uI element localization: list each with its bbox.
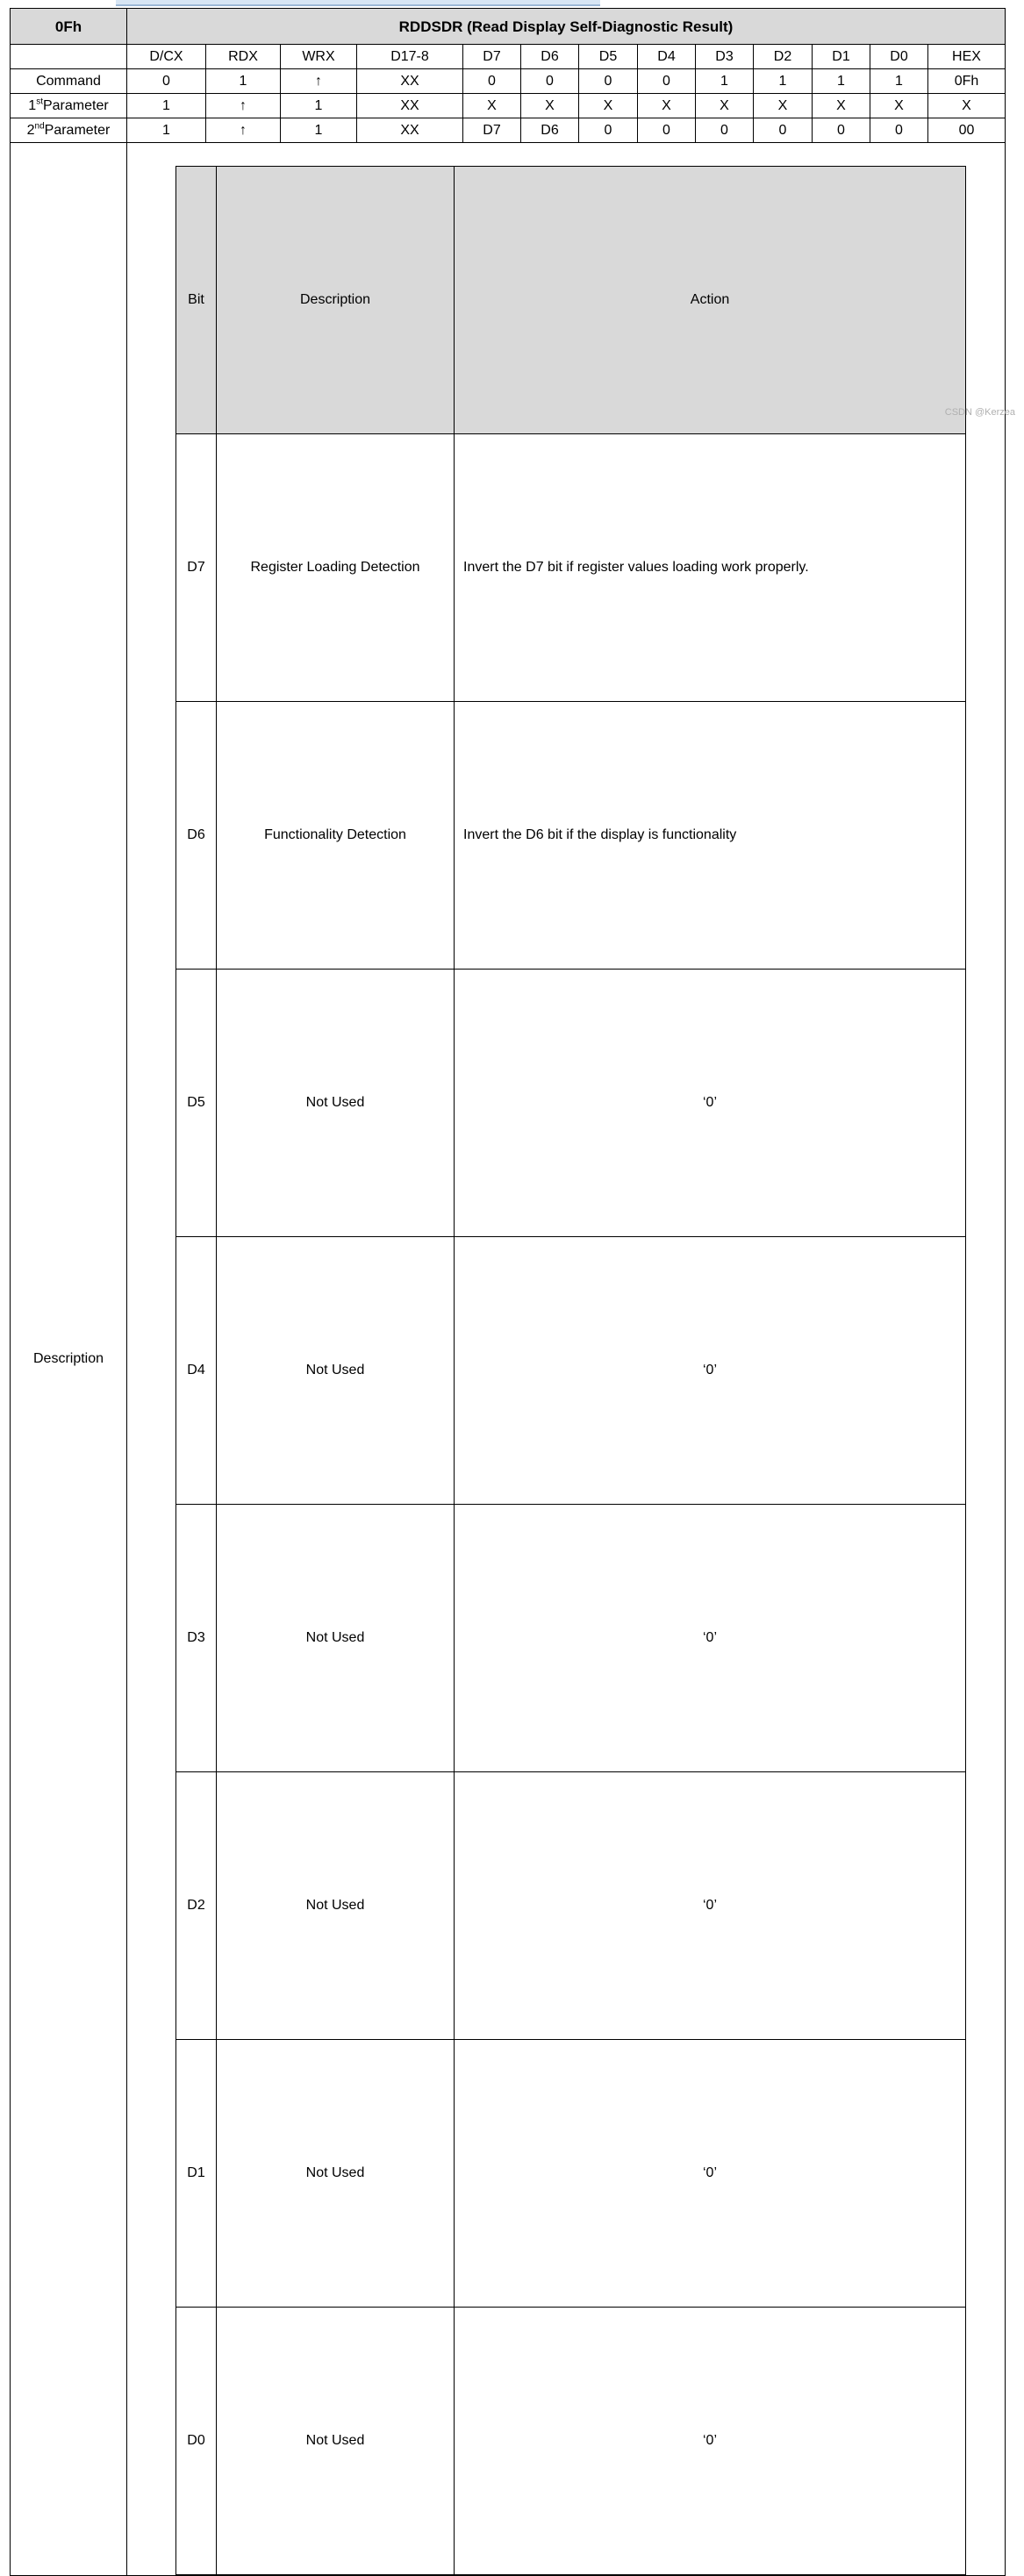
bit-row-d5 bbox=[176, 970, 966, 1237]
table-cell: ↑ bbox=[206, 94, 281, 118]
table-cell: X bbox=[928, 94, 1006, 118]
table-cell: 0 bbox=[127, 69, 206, 94]
bit-name: D0 bbox=[176, 2308, 217, 2575]
column-header: D0 bbox=[870, 45, 928, 69]
bit-description: Register Loading Detection bbox=[217, 434, 455, 702]
table-cell: X bbox=[579, 94, 638, 118]
bit-action: ‘0’ bbox=[455, 970, 966, 1237]
description-column-header: Description bbox=[217, 167, 455, 434]
column-header: D4 bbox=[638, 45, 696, 69]
bit-description-table bbox=[175, 166, 966, 2575]
column-header: WRX bbox=[281, 45, 357, 69]
bit-action: ‘0’ bbox=[455, 1772, 966, 2040]
bit-row-d2 bbox=[176, 1772, 966, 2040]
description-label: Description bbox=[11, 143, 127, 2576]
table-cell: 1 bbox=[754, 69, 813, 94]
table-cell: 0 bbox=[638, 69, 696, 94]
table-row-parameter-2 bbox=[11, 118, 1006, 143]
table-cell: 1 bbox=[206, 69, 281, 94]
table-cell: 0Fh bbox=[928, 69, 1006, 94]
row-label: 2ndParameter bbox=[11, 118, 127, 143]
bit-column-header: Bit bbox=[176, 167, 217, 434]
bit-name: D1 bbox=[176, 2040, 217, 2308]
bit-description: Not Used bbox=[217, 2040, 455, 2308]
table-cell: 1 bbox=[870, 69, 928, 94]
table-cell: XX bbox=[357, 69, 463, 94]
column-header: D5 bbox=[579, 45, 638, 69]
table-cell: ↑ bbox=[281, 69, 357, 94]
table-cell: 1 bbox=[696, 69, 754, 94]
table-cell: X bbox=[638, 94, 696, 118]
row-label: 1stParameter bbox=[11, 94, 127, 118]
bit-description: Functionality Detection bbox=[217, 702, 455, 970]
column-header: D17-8 bbox=[357, 45, 463, 69]
command-code: 0Fh bbox=[11, 9, 127, 45]
column-header: D7 bbox=[463, 45, 521, 69]
bit-description: Not Used bbox=[217, 1772, 455, 2040]
table-cell: X bbox=[813, 94, 870, 118]
column-header: D/CX bbox=[127, 45, 206, 69]
column-header: HEX bbox=[928, 45, 1006, 69]
bit-action: ‘0’ bbox=[455, 1505, 966, 1772]
table-cell: 0 bbox=[813, 118, 870, 143]
bit-action: ‘0’ bbox=[455, 2040, 966, 2308]
table-row-command bbox=[11, 69, 1006, 94]
bit-row-d1 bbox=[176, 2040, 966, 2308]
table-cell: X bbox=[696, 94, 754, 118]
table-cell: 0 bbox=[463, 69, 521, 94]
column-header: D1 bbox=[813, 45, 870, 69]
table-cell: 1 bbox=[127, 118, 206, 143]
table-cell: 0 bbox=[579, 69, 638, 94]
bit-name: D5 bbox=[176, 970, 217, 1237]
bit-name: D7 bbox=[176, 434, 217, 702]
table-cell: 0 bbox=[521, 69, 579, 94]
table-cell: 0 bbox=[696, 118, 754, 143]
bit-row-d7 bbox=[176, 434, 966, 702]
bit-action: Invert the D6 bit if the display is functionality bbox=[455, 702, 966, 970]
bit-action: ‘0’ bbox=[455, 2308, 966, 2575]
table-cell: 0 bbox=[754, 118, 813, 143]
bit-action: Invert the D7 bit if register values loading work properly. bbox=[455, 434, 966, 702]
section-heading-underline bbox=[116, 0, 600, 6]
bit-name: D4 bbox=[176, 1237, 217, 1505]
table-cell: X bbox=[870, 94, 928, 118]
bit-description: Not Used bbox=[217, 1505, 455, 1772]
command-table bbox=[10, 8, 1006, 2576]
table-cell: XX bbox=[357, 94, 463, 118]
bit-name: D2 bbox=[176, 1772, 217, 2040]
column-header: D3 bbox=[696, 45, 754, 69]
description-row bbox=[11, 143, 1006, 2576]
row-label: Command bbox=[11, 69, 127, 94]
table-cell: 1 bbox=[281, 94, 357, 118]
bit-description: Not Used bbox=[217, 970, 455, 1237]
column-header: D2 bbox=[754, 45, 813, 69]
table-cell: X bbox=[463, 94, 521, 118]
bit-row-d3 bbox=[176, 1505, 966, 1772]
table-cell: XX bbox=[357, 118, 463, 143]
column-header-row bbox=[11, 45, 1006, 69]
table-cell: 1 bbox=[127, 94, 206, 118]
table-cell: D6 bbox=[521, 118, 579, 143]
bit-action: ‘0’ bbox=[455, 1237, 966, 1505]
empty-cell bbox=[11, 45, 127, 69]
table-cell: 0 bbox=[638, 118, 696, 143]
table-cell: X bbox=[521, 94, 579, 118]
description-content bbox=[127, 143, 1006, 2576]
watermark: CSDN @Kerzea bbox=[944, 407, 1015, 418]
table-cell: 1 bbox=[813, 69, 870, 94]
table-header-row bbox=[11, 9, 1006, 45]
bit-table-header bbox=[176, 167, 966, 434]
command-title: RDDSDR (Read Display Self-Diagnostic Result) bbox=[127, 9, 1006, 45]
column-header: D6 bbox=[521, 45, 579, 69]
bit-row-d6 bbox=[176, 702, 966, 970]
table-cell: D7 bbox=[463, 118, 521, 143]
action-column-header: Action bbox=[455, 167, 966, 434]
table-cell: ↑ bbox=[206, 118, 281, 143]
bit-description: Not Used bbox=[217, 1237, 455, 1505]
table-cell: X bbox=[754, 94, 813, 118]
table-cell: 1 bbox=[281, 118, 357, 143]
bit-name: D3 bbox=[176, 1505, 217, 1772]
table-cell: 0 bbox=[870, 118, 928, 143]
bit-description: Not Used bbox=[217, 2308, 455, 2575]
bit-row-d4 bbox=[176, 1237, 966, 1505]
table-cell: 0 bbox=[579, 118, 638, 143]
bit-name: D6 bbox=[176, 702, 217, 970]
table-row-parameter-1 bbox=[11, 94, 1006, 118]
table-cell: 00 bbox=[928, 118, 1006, 143]
bit-row-d0 bbox=[176, 2308, 966, 2575]
column-header: RDX bbox=[206, 45, 281, 69]
